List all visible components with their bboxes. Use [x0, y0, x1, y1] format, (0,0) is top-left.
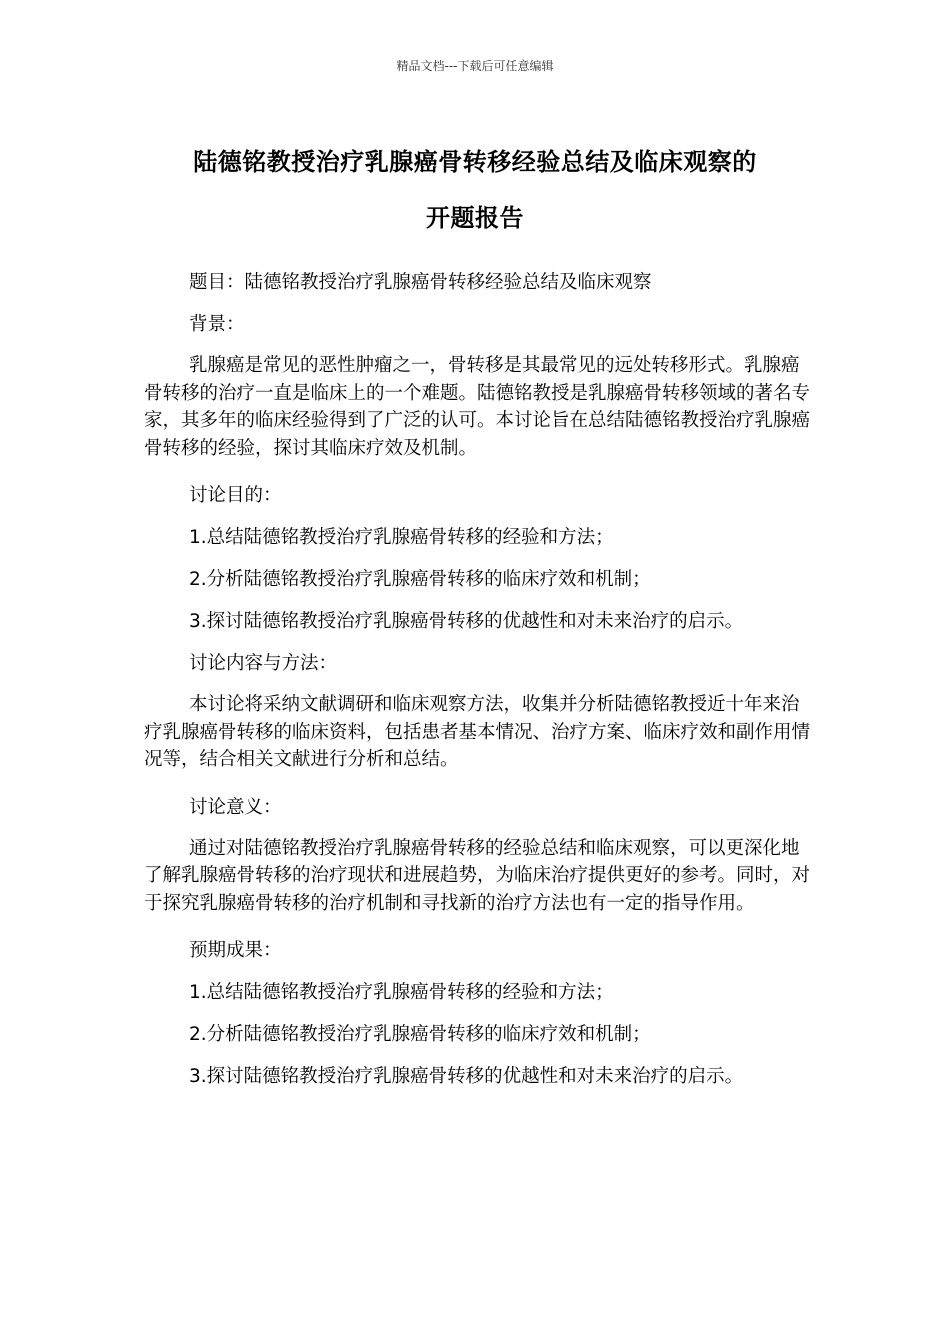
- purpose-label: 讨论目的：: [189, 485, 282, 506]
- purpose-item-2: 2.分析陆德铭教授治疗乳腺癌骨转移的临床疗效和机制；: [189, 569, 651, 590]
- background-paragraph: 乳腺癌是常见的恶性肿瘤之一，骨转移是其最常见的远处转移形式。乳腺癌骨转移的治疗一直是临床上的一个难题。陆德铭教授是乳腺癌骨转移领域的著名专家，其多年的临床经验得到了广泛的认可。本讨论旨在总结陆德铭教授治疗乳腺癌骨转移的经验，探讨其临床疗效及机制。: [144, 355, 811, 459]
- results-item-2: 2.分析陆德铭教授治疗乳腺癌骨转移的临床疗效和机制；: [189, 1024, 651, 1045]
- document-title-line-2: 开题报告: [426, 204, 524, 232]
- method-paragraph: 本讨论将采纳文献调研和临床观察方法，收集并分析陆德铭教授近十年来治疗乳腺癌骨转移的临床资料，包括患者基本情况、治疗方案、临床疗效和副作用情况等，结合相关文献进行分析和总结。: [144, 694, 811, 770]
- document-title-line-1: 陆德铭教授治疗乳腺癌骨转移经验总结及临床观察的: [193, 148, 757, 176]
- significance-paragraph: 通过对陆德铭教授治疗乳腺癌骨转移的经验总结和临床观察，可以更深化地了解乳腺癌骨转移的治疗现状和进展趋势，为临床治疗提供更好的参考。同时，对于探究乳腺癌骨转移的治疗机制和寻找新的治疗方法也有一定的指导作用。: [144, 837, 811, 914]
- results-item-1: 1.总结陆德铭教授治疗乳腺癌骨转移的经验和方法；: [189, 982, 614, 1003]
- purpose-item-1: 1.总结陆德铭教授治疗乳腺癌骨转移的经验和方法；: [189, 527, 614, 548]
- results-label: 预期成果：: [189, 940, 282, 961]
- significance-label: 讨论意义：: [189, 796, 282, 818]
- results-item-3: 3.探讨陆德铭教授治疗乳腺癌骨转移的优越性和对未来治疗的启示。: [189, 1066, 744, 1087]
- document-title: [130, 134, 820, 246]
- document-body: [144, 268, 810, 1104]
- background-label: 背景：: [189, 314, 245, 335]
- method-label: 讨论内容与方法：: [189, 653, 338, 674]
- page-header-watermark: 精品文档---下载后可任意编辑: [396, 59, 554, 73]
- purpose-item-3: 3.探讨陆德铭教授治疗乳腺癌骨转移的优越性和对未来治疗的启示。: [189, 611, 744, 632]
- topic-line: 题目：陆德铭教授治疗乳腺癌骨转移经验总结及临床观察: [189, 272, 652, 293]
